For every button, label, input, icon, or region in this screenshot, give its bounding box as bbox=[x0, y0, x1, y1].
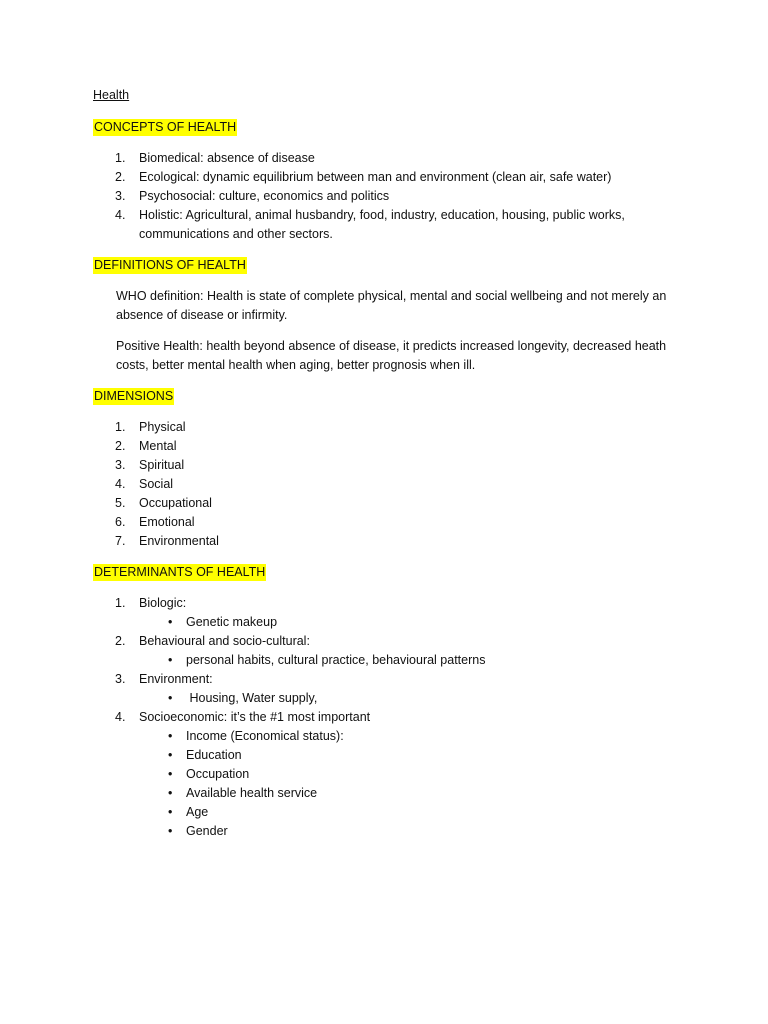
concepts-heading-wrap bbox=[93, 118, 693, 137]
list-item bbox=[93, 632, 693, 670]
list-item-text: Environment: bbox=[139, 672, 213, 686]
sub-list bbox=[139, 651, 693, 670]
list-item bbox=[93, 206, 693, 244]
list-item-text: Biomedical: absence of disease bbox=[139, 151, 315, 165]
bullet-icon: • bbox=[168, 729, 173, 743]
list-item-text: Psychosocial: culture, economics and politics bbox=[139, 189, 390, 203]
list-item-text: Physical bbox=[139, 420, 186, 434]
bullet-icon: • bbox=[168, 805, 173, 819]
sub-list bbox=[139, 689, 693, 708]
list-number: 2. bbox=[115, 439, 126, 453]
list-item bbox=[93, 437, 693, 456]
sub-list-item bbox=[93, 727, 693, 746]
list-item bbox=[93, 532, 693, 551]
list-item bbox=[93, 475, 693, 494]
list-item bbox=[93, 494, 693, 513]
sub-list-item-text: Education bbox=[186, 748, 242, 762]
list-item-text: Behavioural and socio-cultural: bbox=[139, 634, 310, 648]
list-number: 5. bbox=[115, 496, 126, 510]
bullet-icon: • bbox=[168, 691, 173, 705]
sub-list-item-text: Occupation bbox=[186, 767, 250, 781]
document-page bbox=[93, 86, 693, 853]
list-number: 4. bbox=[115, 208, 126, 222]
dimensions-list bbox=[93, 418, 693, 551]
definitions-heading: DEFINITIONS OF HEALTH bbox=[94, 258, 246, 272]
sub-list-item bbox=[93, 784, 693, 803]
sub-list-item-text: personal habits, cultural practice, behavioural patterns bbox=[186, 653, 486, 667]
determinants-heading: DETERMINANTS OF HEALTH bbox=[94, 565, 266, 579]
sub-list-item bbox=[93, 822, 693, 841]
bullet-icon: • bbox=[168, 748, 173, 762]
bullet-icon: • bbox=[168, 615, 173, 629]
list-item-text: Biologic: bbox=[139, 596, 187, 610]
sub-list-item-text: Gender bbox=[186, 824, 228, 838]
list-number: 2. bbox=[115, 634, 126, 648]
list-item bbox=[93, 149, 693, 168]
list-item-text: Occupational bbox=[139, 496, 212, 510]
list-item bbox=[93, 594, 693, 632]
dimensions-heading: DIMENSIONS bbox=[94, 389, 174, 403]
sub-list-item bbox=[93, 613, 693, 632]
list-number: 2. bbox=[115, 170, 126, 184]
who-definition-paragraph: WHO definition: Health is state of complete physical, mental and social wellbeing and not merely an absence of disease or infirmity. bbox=[116, 289, 667, 322]
list-number: 1. bbox=[115, 151, 126, 165]
list-number: 1. bbox=[115, 596, 126, 610]
list-item-text: Social bbox=[139, 477, 174, 491]
concepts-heading: CONCEPTS OF HEALTH bbox=[94, 120, 237, 134]
list-item bbox=[93, 456, 693, 475]
bullet-icon: • bbox=[168, 653, 173, 667]
sub-list-item-text: Genetic makeup bbox=[186, 615, 278, 629]
document-title: Health bbox=[93, 88, 130, 102]
sub-list-item bbox=[93, 803, 693, 822]
list-item-text: Environmental bbox=[139, 534, 219, 548]
list-item bbox=[93, 187, 693, 206]
sub-list-item-text: Age bbox=[186, 805, 209, 819]
list-item-text: Ecological: dynamic equilibrium between man and environment (clean air, safe water) bbox=[139, 170, 612, 184]
list-item bbox=[93, 168, 693, 187]
sub-list-item bbox=[93, 651, 693, 670]
sub-list bbox=[139, 727, 693, 841]
list-item bbox=[93, 708, 693, 841]
list-item-text: Socioeconomic: it’s the #1 most important bbox=[139, 710, 371, 724]
sub-list-item-text: Housing, Water supply, bbox=[186, 691, 318, 705]
concepts-list bbox=[93, 149, 693, 244]
list-number: 4. bbox=[115, 477, 126, 491]
list-item-text: Mental bbox=[139, 439, 177, 453]
bullet-icon: • bbox=[168, 767, 173, 781]
list-number: 4. bbox=[115, 710, 126, 724]
list-number: 6. bbox=[115, 515, 126, 529]
list-number: 3. bbox=[115, 672, 126, 686]
dimensions-heading-wrap bbox=[93, 387, 693, 406]
sub-list-item bbox=[93, 689, 693, 708]
list-item bbox=[93, 513, 693, 532]
bullet-icon: • bbox=[168, 824, 173, 838]
sub-list-item bbox=[93, 746, 693, 765]
list-number: 3. bbox=[115, 458, 126, 472]
sub-list bbox=[139, 613, 693, 632]
list-item bbox=[93, 670, 693, 708]
sub-list-item-text: Available health service bbox=[186, 786, 318, 800]
determinants-list bbox=[93, 594, 693, 841]
sub-list-item-text: Income (Economical status): bbox=[186, 729, 344, 743]
bullet-icon: • bbox=[168, 786, 173, 800]
definitions-heading-wrap bbox=[93, 256, 693, 275]
list-item-text: Spiritual bbox=[139, 458, 185, 472]
list-item-text: Holistic: Agricultural, animal husbandry, food, industry, education, housing, public works, communications and other sectors. bbox=[139, 208, 625, 241]
list-item-text: Emotional bbox=[139, 515, 195, 529]
list-number: 7. bbox=[115, 534, 126, 548]
determinants-heading-wrap bbox=[93, 563, 693, 582]
positive-health-paragraph: Positive Health: health beyond absence of disease, it predicts increased longevity, decreased heath costs, better mental health when aging, better prognosis when ill. bbox=[116, 339, 667, 372]
list-number: 1. bbox=[115, 420, 126, 434]
list-number: 3. bbox=[115, 189, 126, 203]
sub-list-item bbox=[93, 765, 693, 784]
list-item bbox=[93, 418, 693, 437]
